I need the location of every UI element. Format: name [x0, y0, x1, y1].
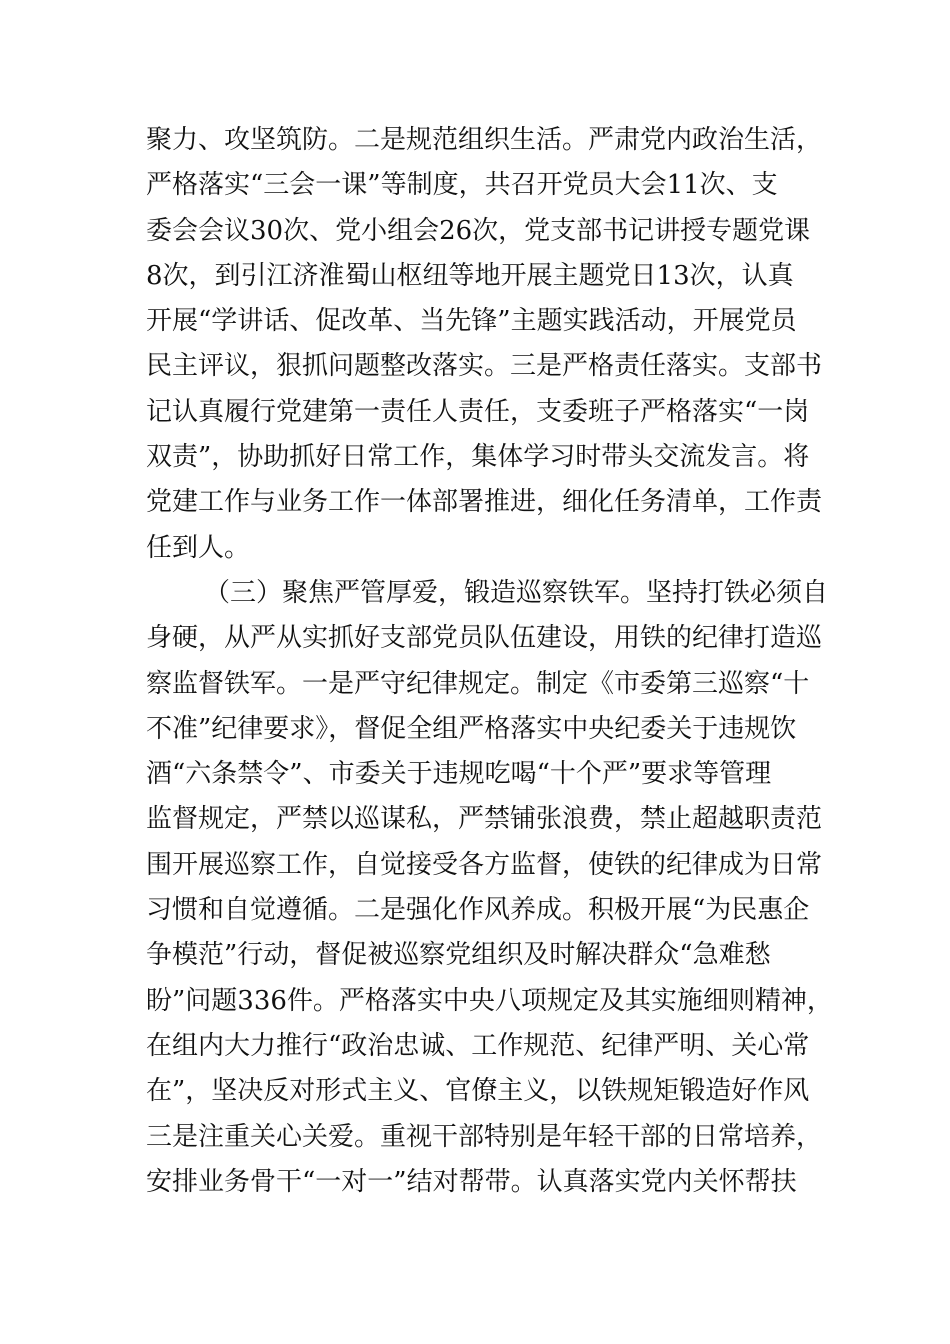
text-line: 8次，到引江济淮蜀山枢纽等地开展主题党日13次，认真 [146, 260, 794, 291]
text-line: 三是注重关心关爱。重视干部特别是年轻干部的日常培养， [146, 1121, 823, 1152]
text-line: 双责”，协助抓好日常工作，集体学习时带头交流发言。将 [146, 442, 810, 473]
text-line: 监督规定，严禁以巡谋私，严禁铺张浪费，禁止超越职责范 [146, 804, 823, 835]
text-line: 任到人。 [146, 532, 251, 563]
section-heading-line: （三）聚焦严管厚爱，锻造巡察铁军。坚持打铁必须自 [204, 577, 829, 608]
text-line: 委会会议30次、党小组会26次，党支部书记讲授专题党课 [146, 215, 811, 246]
text-line: 酒“六条禁令”、市委关于违规吃喝“十个严”要求等管理 [146, 759, 772, 790]
text-line: 党建工作与业务工作一体部署推进，细化任务清单，工作责 [146, 487, 823, 518]
text-line: 身硬，从严从实抓好支部党员队伍建设，用铁的纪律打造巡 [146, 623, 823, 654]
text-line: 争模范”行动，督促被巡察党组织及时解决群众“急难愁 [146, 940, 771, 971]
text-line: 聚力、攻坚筑防。二是规范组织生活。严肃党内政治生活， [146, 125, 823, 155]
text-line: 察监督铁军。一是严守纪律规定。制定《市委第三巡察“十 [146, 668, 810, 699]
text-line: 盼”问题336件。严格落实中央八项规定及其实施细则精神， [146, 985, 833, 1016]
text-line: 开展“学讲话、促改革、当先锋”主题实践活动，开展党员 [146, 306, 797, 337]
text-line: 在组内大力推行“政治忠诚、工作规范、纪律严明、关心常 [146, 1030, 810, 1061]
text-line: 民主评议，狠抓问题整改落实。三是严格责任落实。支部书 [146, 351, 823, 382]
text-line: 记认真履行党建第一责任人责任，支委班子严格落实“一岗 [146, 396, 810, 427]
text-line: 在”，坚决反对形式主义、官僚主义，以铁规矩锻造好作风 [146, 1076, 810, 1107]
text-line: 围开展巡察工作，自觉接受各方监督，使铁的纪律成为日常 [146, 849, 823, 880]
text-line: 习惯和自觉遵循。二是强化作风养成。积极开展“为民惠企 [146, 895, 810, 926]
text-line: 不准”纪律要求》，督促全组严格落实中央纪委关于违规饮 [146, 713, 797, 744]
text-line: 严格落实“三会一课”等制度，共召开党员大会11次、支 [146, 170, 778, 201]
document-body [146, 118, 836, 1205]
text-line: 安排业务骨干“一对一”结对帮带。认真落实党内关怀帮扶 [146, 1166, 797, 1197]
